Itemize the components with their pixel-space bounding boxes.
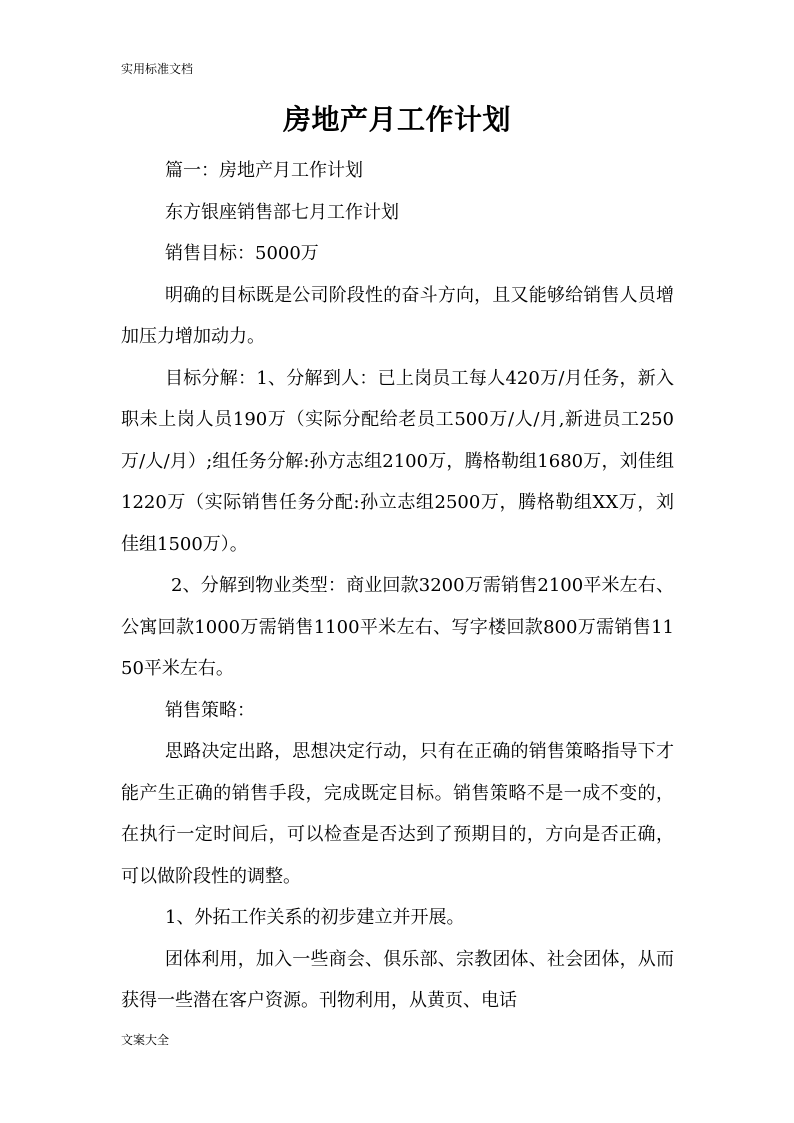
paragraph: 思路决定出路，思想决定行动，只有在正确的销售策略指导下才能产生正确的销售手段，完成既定目标。销售策略不是一成不变的，在执行一定时间后，可以检查是否达到了预期目的，方向是否正确，可以做阶段性的调整。 (121, 741, 674, 887)
page-header-label: 实用标准文档 (121, 62, 194, 76)
paragraph: 篇一：房地产月工作计划 (165, 160, 363, 181)
paragraph: 明确的目标既是公司阶段性的奋斗方向，且又能够给销售人员增加压力增加动力。 (121, 284, 674, 347)
paragraph: 2、分解到物业类型：商业回款3200万需销售2100平米左右、公寓回款1000万需销售1100平米左右、写字楼回款800万需销售1150平米左右。 (121, 575, 674, 679)
paragraph: 销售策略： (165, 699, 255, 721)
paragraph: 东方银座销售部七月工作计划 (165, 201, 399, 223)
paragraph: 目标分解：1、分解到人：已上岗员工每人420万/月任务，新入职未上岗人员190万（实际分配给老员工500万/人/月,新进员工250万/人/月）;组任务分解:孙方志组2100万，腾格勒组1680万，刘佳组1220万（实际销售任务分配:孙立志组2500万，腾格勒组XX万，刘佳组1500万）。 (121, 367, 674, 555)
paragraph: 团体利用，加入一些商会、俱乐部、宗教团体、社会团体，从而获得一些潜在客户资源。刊物利用，从黄页、电话 (121, 948, 674, 1011)
document-title: 房地产月工作计划 (282, 103, 511, 136)
page-footer-label: 文案大全 (121, 1033, 170, 1047)
paragraph: 1、外拓工作关系的初步建立并开展。 (165, 907, 465, 928)
document-body (121, 150, 674, 1022)
paragraph: 销售目标：5000万 (165, 243, 319, 264)
